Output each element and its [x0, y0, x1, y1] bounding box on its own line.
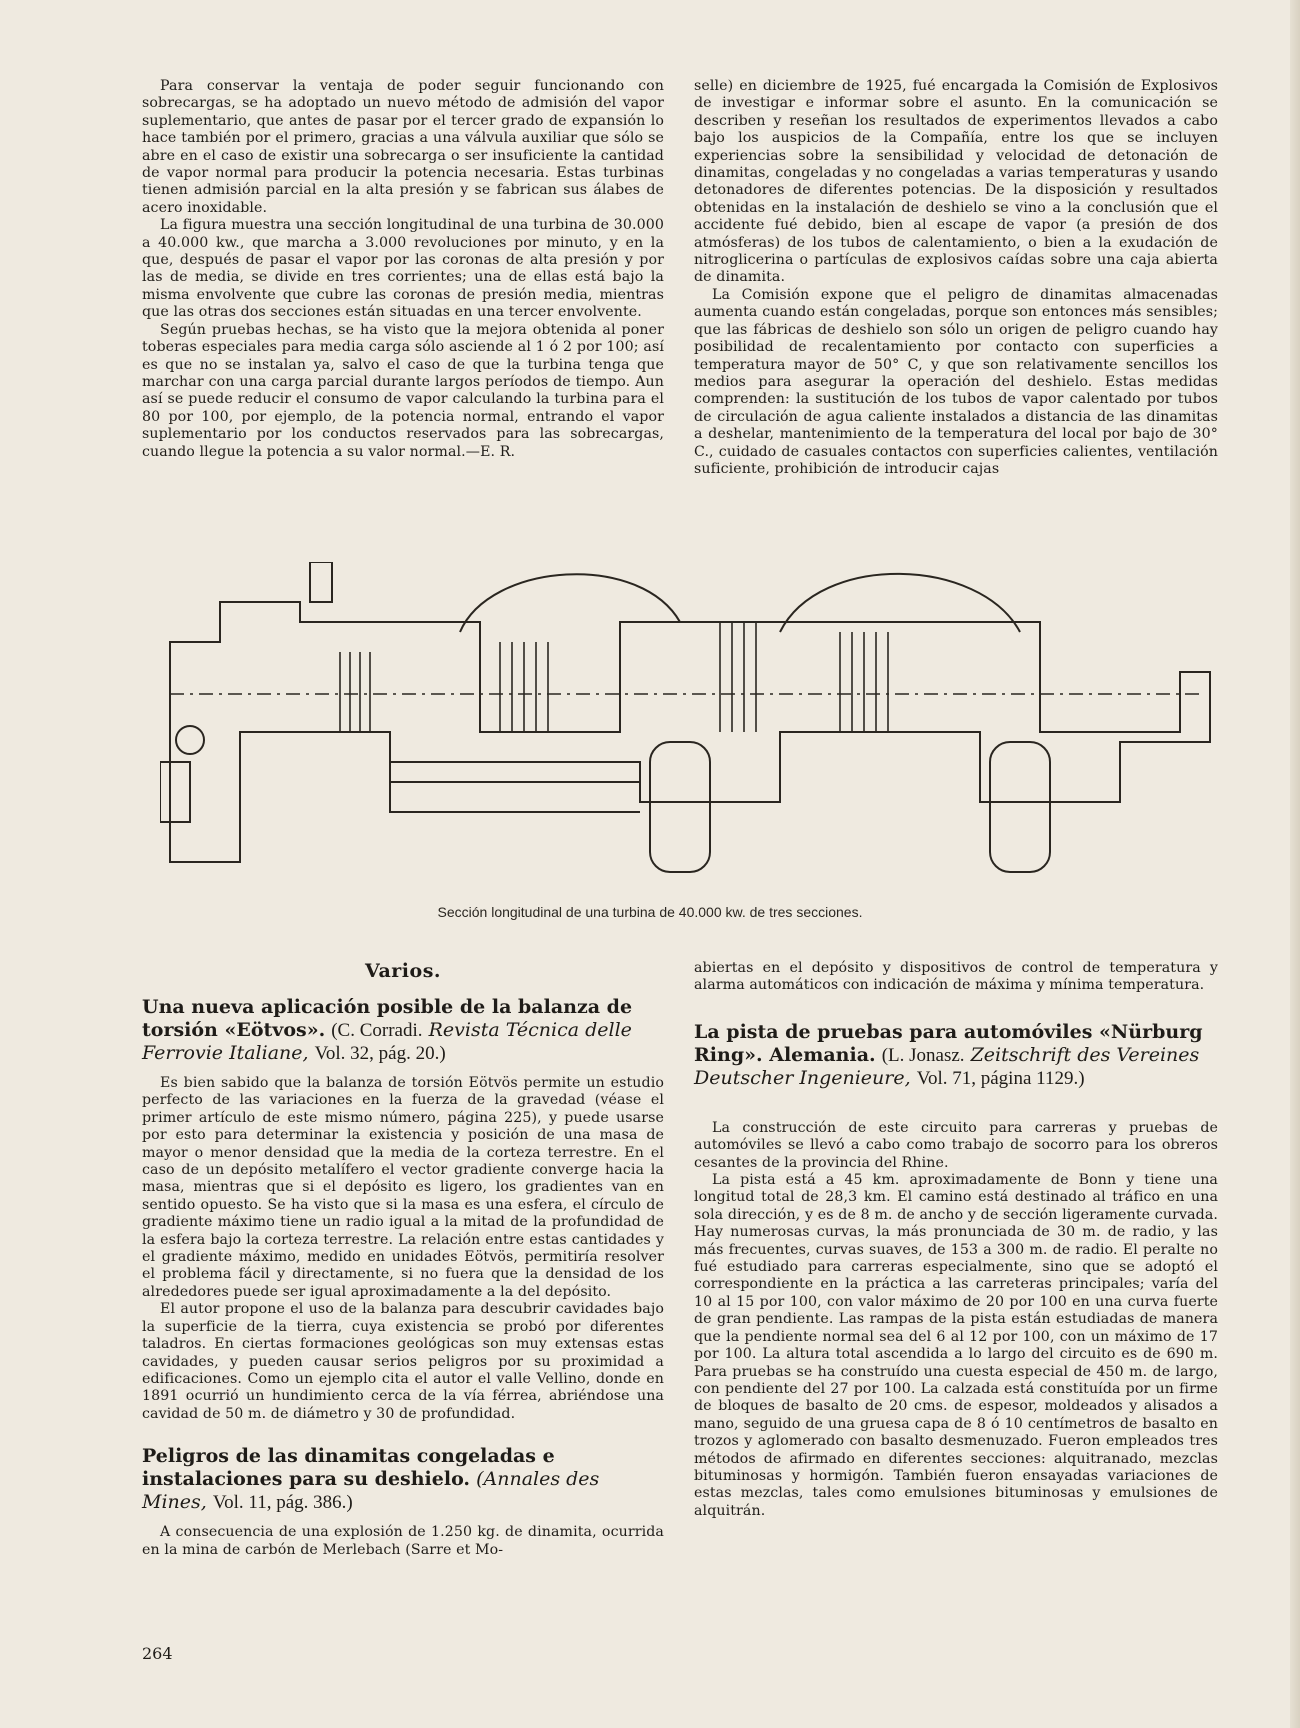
page-number: 264 — [142, 1644, 173, 1663]
exhaust-cylinder — [990, 742, 1050, 872]
turbine-base-outline — [170, 602, 1210, 862]
bottom-right-column — [694, 960, 1218, 1520]
dome-right — [780, 574, 1020, 632]
valve-wheel — [176, 726, 204, 754]
paragraph: Para conservar la ventaja de poder seguir funcionando con sobrecargas, se ha adoptado un nuevo método de admisión del vapor suplementario, que antes de pasar por el tercer grado de expansión lo hace también por el primero, gracias a una válvula auxiliar que sólo se abre en el caso de existir una sobrecarga o ser insuficiente la cantidad de vapor normal para producir la potencia necesaria. Estas turbinas tienen admisión parcial en la alta presión y se fabrican sus álabes de acero inoxidable. — [142, 78, 664, 216]
article-title: La pista de pruebas para automóviles «Nürburg Ring». Alemania. — [694, 1020, 1203, 1066]
article-author: (L. Jonasz. — [881, 1044, 965, 1066]
page-edge — [1290, 0, 1300, 1728]
paragraph: La construcción de este circuito para carreras y pruebas de automóviles se llevó a cabo como trabajo de socorro para los obreros cesantes de la provincia del Rhine. — [694, 1119, 1218, 1171]
article-title: Peligros de las dinamitas congeladas e instalaciones para su deshielo. — [142, 1445, 555, 1491]
paragraph: La figura muestra una sección longitudinal de una turbina de 30.000 a 40.000 kw., que marcha a 3.000 revoluciones por minuto, y en la que, después de pasar el vapor por las coronas de alta presión y por las de media, se divide en tres corrientes; una de ellas está bajo la misma envolvente que cubre las coronas de presión media, mientras que las otras dos secciones están situadas en una tercer envolvente. — [142, 217, 664, 321]
bottom-left-column — [142, 960, 664, 1559]
paragraph: La Comisión expone que el peligro de dinamitas almacenadas aumenta cuando están congeladas, porque son entonces más sensibles; que las fábricas de deshielo son sólo un origen de peligro cuando hay posibilidad de recalentamiento por contacto con superficies a temperatura mayor de 50° C, y que son relativamente sencillos los medios para asegurar la operación del deshielo. Estas medidas comprenden: la sustitución de los tubos de vapor calentado por tubos de circulación de agua caliente instalados a distancia de las dinamitas a deshelar, mantenimiento de la temperatura del local por bajo de 30° C., cuidado de casuales contactos con superficies calientes, ventilación suficiente, prohibición de introducir cajas — [694, 286, 1218, 477]
dome-left — [460, 574, 680, 632]
paragraph: Es bien sabido que la balanza de torsión Eötvös permite un estudio perfecto de las variaciones en la fuerza de la gravedad (véase el primer artículo de este mismo número, página 225), y puede usarse por esto para determinar la existencia y posición de una masa de mayor o menor densidad que la media de la corteza terrestre. En el caso de un depósito metalífero el vector gradiente converge hacia la masa, mientras que si el depósito es ligero, los gradientes van en sentido opuesto. Se ha visto que si la masa es una esfera, el círculo de gradiente máximo tiene un radio igual a la mitad de la profundidad de la esfera bajo la corteza terrestre. La relación entre estas cantidades y el gradiente máximo, medido en unidades Eötvös, permitiría resolver el problema fácil y directamente, si no fuera que la densidad de los alrededores puede ser igual aproximadamente a la del depósito. — [142, 1075, 664, 1300]
turbine-section-figure — [160, 562, 1220, 892]
paragraph: El autor propone el uso de la balanza para descubrir cavidades bajo la superficie de la tierra, cuya existencia se probó por diferentes taladros. En ciertas formaciones geológicas son muy extensas estas cavidades, y pueden causar serios peligros por su proximidad a edificaciones. Como un ejemplo cita el autor el valle Vellino, donde en 1891 ocurrió un hundimiento cerca de la vía férrea, abriéndose una cavidad de 50 m. de diámetro y 30 de profundidad. — [142, 1301, 664, 1422]
article-journal: Revista Técnica delle Ferrovie Italiane, — [142, 1019, 632, 1064]
crossover-pipe — [390, 762, 640, 812]
article-author: (C. Corradi. — [331, 1020, 423, 1041]
valve-body — [160, 762, 190, 822]
article-heading — [694, 1021, 1218, 1090]
top-left-column — [142, 78, 664, 461]
governor-tower — [310, 562, 332, 602]
paragraph: abiertas en el depósito y dispositivos de control de temperatura y alarma automáticos con indicación de máxima y mínima temperatura. — [694, 960, 1218, 994]
article-journal: Zeitschrift des Vereines Deutscher Ingenieure, — [694, 1043, 1200, 1089]
paragraph: A consecuencia de una explosión de 1.250 kg. de dinamita, ocurrida en la mina de carbón de Merlebach (Sarre et Mo- — [142, 1524, 664, 1558]
article-journal: (Annales des Mines, — [142, 1468, 600, 1514]
section-title: Varios. — [364, 960, 442, 982]
figure-caption: Sección longitudinal de una turbina de 40.000 kw. de tres secciones. — [437, 904, 863, 920]
article-title: Una nueva aplicación posible de la balanza de torsión «Eötvos». — [142, 996, 633, 1041]
exhaust-cylinder — [650, 742, 710, 872]
top-right-column — [694, 78, 1218, 478]
article-ref: Vol. 11, pág. 386.) — [212, 1492, 353, 1514]
article-heading — [142, 996, 664, 1065]
article-ref: Vol. 32, pág. 20.) — [314, 1043, 446, 1064]
paragraph: La pista está a 45 km. aproximadamente de Bonn y tiene una longitud total de 28,3 km. El camino está destinado al tráfico en una sola dirección, y es de 8 m. de ancho y de sección ligeramente curvada. Hay numerosas curvas, la más pronunciada de 30 m. de radio, y las más frecuentes, curvas suaves, de 153 a 300 m. de radio. El peralte no fué estudiado para carreras especialmente, sino que se adoptó el correspondiente en la práctica a las carreteras principales; varía del 10 al 15 por 100, con valor máximo de 20 por 100 en una curva fuerte de gran pendiente. Las rampas de la pista están estudiadas de manera que la pendiente normal sea del 6 al 12 por 100, con un máximo de 17 por 100. La altura total ascendida a lo largo del circuito es de 690 m. Para pruebas se ha construído una cuesta especial de 450 m. de largo, con pendiente del 27 por 100. La calzada está constituída por un firme de bloques de basalto de 20 cms. de espesor, moldeados y alisados a mano, seguido de una gruesa capa de 8 ó 10 centímetros de basalto en trozos y aglomerado con basalto desmenuzado. Fueron empleados tres métodos de afirmado en diferentes secciones: alquitranado, mezclas bituminosas y hormigón. También fueron ensayadas variaciones de estas mezclas, tales como emulsiones bituminosas y emulsiones de alquitrán. — [694, 1172, 1218, 1519]
article-ref: Vol. 71, página 1129.) — [916, 1067, 1085, 1089]
paragraph: Según pruebas hechas, se ha visto que la mejora obtenida al poner toberas especiales para media carga sólo asciende al 1 ó 2 por 100; así es que no se instalan ya, salvo el caso de que la turbina tenga que marchar con una carga parcial durante largos períodos de tiempo. Aun así se puede reducir el consumo de vapor calculando la turbina para el 80 por 100, por ejemplo, de la potencia normal, entrando el vapor suplementario por los conductos reservados para las sobrecargas, cuando llegue la potencia a su valor normal.—E. R. — [142, 321, 664, 460]
paragraph: selle) en diciembre de 1925, fué encargada la Comisión de Explosivos de investigar e informar sobre el asunto. En la comunicación se describen y reseñan los resultados de experimentos llevados a cabo bajo los auspicios de la Compañía, entre los que se incluyen experiencias sobre la sensibilidad y velocidad de detonación de dinamitas, congeladas y no congeladas a varias temperaturas y usando detonadores de diferentes potencias. De la disposición y resultados obtenidas en la instalación de deshielo se vino a la conclusión que el accidente fué debido, bien al escape de vapor (a presión de dos atmósferas) de los tubos de calentamiento, o bien a la exudación de nitroglicerina o partículas de explosivos caídas sobre una caja abierta de dinamita. — [694, 78, 1218, 286]
article-heading — [142, 1445, 664, 1514]
